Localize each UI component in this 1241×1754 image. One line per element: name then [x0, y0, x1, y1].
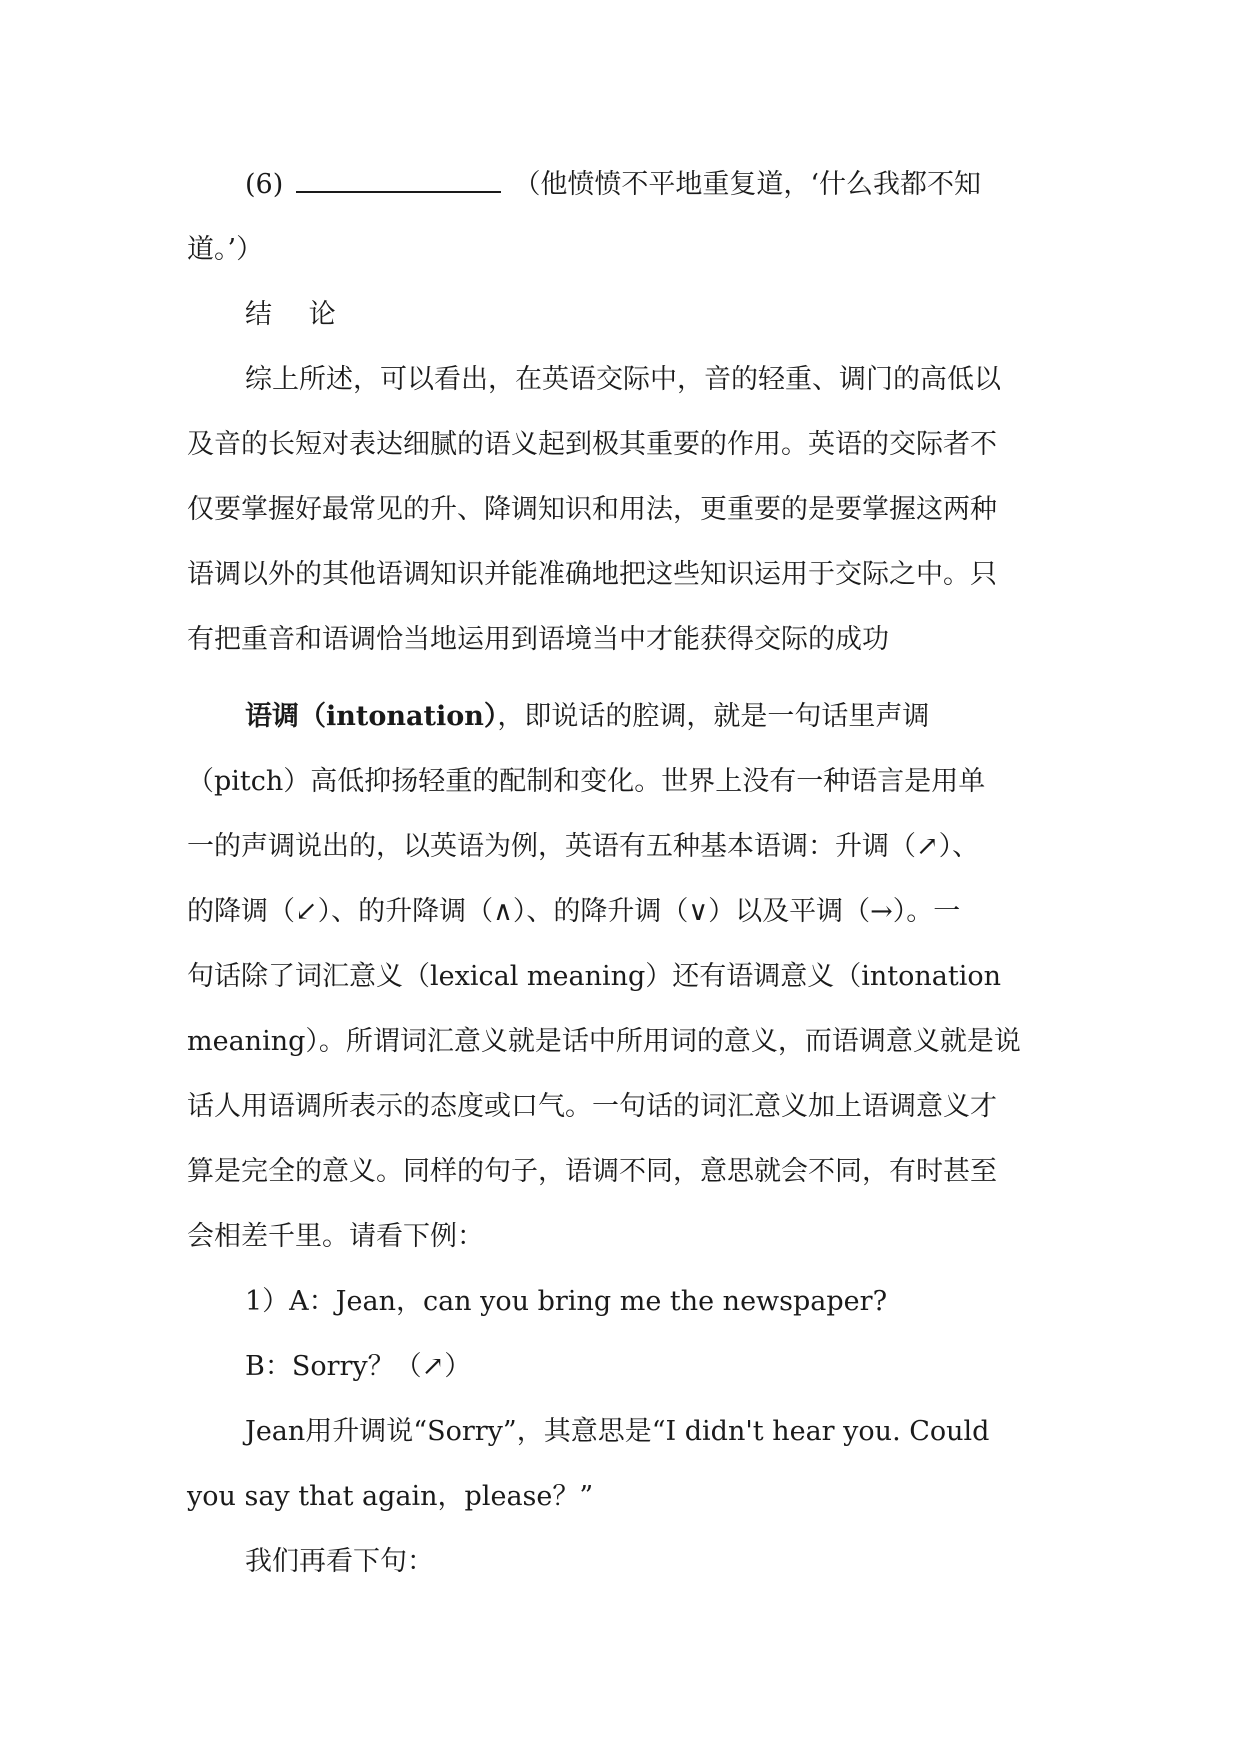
paragraph-line: 有把重音和语调恰当地运用到语境当中才能获得交际的成功: [187, 624, 889, 655]
item-6-paren-text: （他愤愤不平地重复道，‘什么我都不知: [513, 169, 982, 200]
item-6-line: [187, 152, 1057, 217]
paragraph-line: Jean用升调说“Sorry”，其意思是“I didn't hear you. Could: [245, 1416, 990, 1447]
example-b: B：Sorry？（↗）: [245, 1351, 472, 1382]
paragraph-line: 的降调（↙）、的升降调（∧）、的降升调（∨）以及平调（→）。一: [187, 896, 961, 927]
item-6-continuation: 道。’）: [187, 234, 264, 265]
intonation-paragraph: [187, 684, 1057, 1269]
paragraph-line: 一的声调说出的，以英语为例，英语有五种基本语调：升调（↗）、: [187, 831, 980, 862]
paragraph-line: 会相差千里。请看下例：: [187, 1221, 484, 1252]
paragraph-line: 句话除了词汇意义（lexical meaning）还有语调意义（intonation: [187, 961, 1002, 992]
paragraph-line: 综上所述，可以看出，在英语交际中，音的轻重、调门的高低以: [245, 364, 1001, 395]
intonation-term: 语调（intonation）: [245, 701, 498, 732]
conclusion-paragraph: [187, 347, 1057, 672]
paragraph-line: 仅要掌握好最常见的升、降调知识和用法，更重要的是要掌握这两种: [187, 494, 997, 525]
example-a: 1）A：Jean，can you bring me the newspaper?: [245, 1286, 888, 1317]
paragraph-line: 及音的长短对表达细腻的语义起到极其重要的作用。英语的交际者不: [187, 429, 997, 460]
conclusion-heading: 结 论: [245, 299, 350, 330]
explanation-paragraph: [187, 1399, 1057, 1529]
paragraph-line: 话人用语调所表示的态度或口气。一句话的词汇意义加上语调意义才: [187, 1091, 997, 1122]
paragraph-line: [187, 684, 1057, 749]
paragraph-line: meaning）。所谓词汇意义就是话中所用词的意义，而语调意义就是说: [187, 1026, 1021, 1057]
document-page: [187, 152, 1057, 1594]
paragraph-line: you say that again，please？”: [187, 1481, 594, 1512]
paragraph-line: 算是完全的意义。同样的句子，语调不同，意思就会不同，有时甚至: [187, 1156, 997, 1187]
paragraph-line: （pitch）高低抑扬轻重的配制和变化。世界上没有一种语言是用单: [187, 766, 986, 797]
fill-in-blank: [296, 169, 501, 193]
item-6-number: (6): [245, 169, 284, 200]
intonation-line-rest: ，即说话的腔调，就是一句话里声调: [497, 701, 930, 732]
closing-line: 我们再看下句：: [245, 1546, 434, 1577]
paragraph-line: 语调以外的其他语调知识并能准确地把这些知识运用于交际之中。只: [187, 559, 997, 590]
